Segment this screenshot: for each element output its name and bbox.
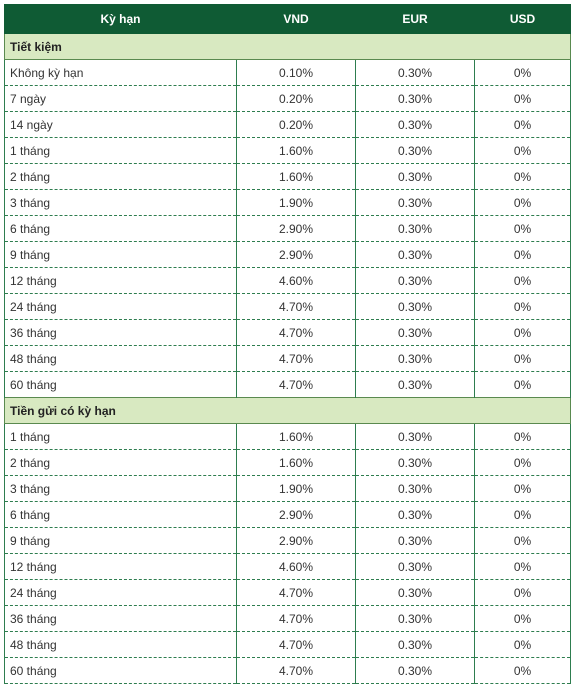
usd-rate-cell: 0% <box>475 372 571 398</box>
table-row <box>5 216 571 242</box>
usd-rate-cell: 0% <box>475 268 571 294</box>
vnd-rate-cell: 1.60% <box>237 138 356 164</box>
vnd-rate-cell: 4.70% <box>237 632 356 658</box>
term-cell: 24 tháng <box>5 580 237 606</box>
eur-rate-cell: 0.30% <box>356 242 475 268</box>
table-row <box>5 606 571 632</box>
term-cell: 48 tháng <box>5 632 237 658</box>
eur-rate-cell: 0.30% <box>356 190 475 216</box>
table-row <box>5 580 571 606</box>
term-cell: 6 tháng <box>5 502 237 528</box>
term-cell: Không kỳ hạn <box>5 60 237 86</box>
header-usd: USD <box>475 5 571 34</box>
eur-rate-cell: 0.30% <box>356 320 475 346</box>
section-title: Tiền gửi có kỳ hạn <box>5 398 571 424</box>
term-cell: 14 ngày <box>5 112 237 138</box>
vnd-rate-cell: 1.90% <box>237 190 356 216</box>
table-row <box>5 268 571 294</box>
usd-rate-cell: 0% <box>475 242 571 268</box>
eur-rate-cell: 0.30% <box>356 164 475 190</box>
vnd-rate-cell: 4.70% <box>237 580 356 606</box>
table-row <box>5 60 571 86</box>
term-cell: 2 tháng <box>5 450 237 476</box>
usd-rate-cell: 0% <box>475 450 571 476</box>
usd-rate-cell: 0% <box>475 580 571 606</box>
table-row <box>5 658 571 684</box>
interest-rate-table <box>4 4 571 684</box>
table-row <box>5 476 571 502</box>
term-cell: 7 ngày <box>5 86 237 112</box>
usd-rate-cell: 0% <box>475 632 571 658</box>
table-row <box>5 554 571 580</box>
usd-rate-cell: 0% <box>475 476 571 502</box>
table-row <box>5 632 571 658</box>
table-row <box>5 86 571 112</box>
usd-rate-cell: 0% <box>475 112 571 138</box>
term-cell: 9 tháng <box>5 242 237 268</box>
term-cell: 9 tháng <box>5 528 237 554</box>
vnd-rate-cell: 4.70% <box>237 606 356 632</box>
term-cell: 36 tháng <box>5 320 237 346</box>
table-row <box>5 450 571 476</box>
table-row <box>5 346 571 372</box>
table-row <box>5 320 571 346</box>
eur-rate-cell: 0.30% <box>356 528 475 554</box>
table-row <box>5 164 571 190</box>
term-cell: 36 tháng <box>5 606 237 632</box>
term-cell: 3 tháng <box>5 190 237 216</box>
vnd-rate-cell: 4.70% <box>237 372 356 398</box>
section-title: Tiết kiệm <box>5 34 571 60</box>
section-header-row <box>5 398 571 424</box>
term-cell: 60 tháng <box>5 658 237 684</box>
term-cell: 1 tháng <box>5 424 237 450</box>
vnd-rate-cell: 0.10% <box>237 60 356 86</box>
table-row <box>5 138 571 164</box>
table-row <box>5 242 571 268</box>
eur-rate-cell: 0.30% <box>356 112 475 138</box>
term-cell: 48 tháng <box>5 346 237 372</box>
table-row <box>5 502 571 528</box>
term-cell: 12 tháng <box>5 268 237 294</box>
table-row <box>5 424 571 450</box>
usd-rate-cell: 0% <box>475 294 571 320</box>
vnd-rate-cell: 2.90% <box>237 502 356 528</box>
usd-rate-cell: 0% <box>475 658 571 684</box>
term-cell: 60 tháng <box>5 372 237 398</box>
term-cell: 6 tháng <box>5 216 237 242</box>
eur-rate-cell: 0.30% <box>356 424 475 450</box>
vnd-rate-cell: 4.70% <box>237 320 356 346</box>
vnd-rate-cell: 2.90% <box>237 216 356 242</box>
usd-rate-cell: 0% <box>475 164 571 190</box>
usd-rate-cell: 0% <box>475 320 571 346</box>
usd-rate-cell: 0% <box>475 190 571 216</box>
eur-rate-cell: 0.30% <box>356 138 475 164</box>
rate-table-container <box>4 4 570 684</box>
usd-rate-cell: 0% <box>475 86 571 112</box>
usd-rate-cell: 0% <box>475 606 571 632</box>
vnd-rate-cell: 4.70% <box>237 346 356 372</box>
eur-rate-cell: 0.30% <box>356 476 475 502</box>
vnd-rate-cell: 4.70% <box>237 658 356 684</box>
eur-rate-cell: 0.30% <box>356 632 475 658</box>
vnd-rate-cell: 0.20% <box>237 112 356 138</box>
header-vnd: VND <box>237 5 356 34</box>
header-row <box>5 5 571 34</box>
table-row <box>5 372 571 398</box>
usd-rate-cell: 0% <box>475 138 571 164</box>
vnd-rate-cell: 4.60% <box>237 554 356 580</box>
eur-rate-cell: 0.30% <box>356 60 475 86</box>
eur-rate-cell: 0.30% <box>356 268 475 294</box>
eur-rate-cell: 0.30% <box>356 86 475 112</box>
eur-rate-cell: 0.30% <box>356 372 475 398</box>
table-row <box>5 294 571 320</box>
usd-rate-cell: 0% <box>475 554 571 580</box>
term-cell: 1 tháng <box>5 138 237 164</box>
table-row <box>5 190 571 216</box>
usd-rate-cell: 0% <box>475 346 571 372</box>
eur-rate-cell: 0.30% <box>356 658 475 684</box>
vnd-rate-cell: 4.70% <box>237 294 356 320</box>
eur-rate-cell: 0.30% <box>356 580 475 606</box>
section-header-row <box>5 34 571 60</box>
vnd-rate-cell: 4.60% <box>237 268 356 294</box>
vnd-rate-cell: 0.20% <box>237 86 356 112</box>
vnd-rate-cell: 1.90% <box>237 476 356 502</box>
eur-rate-cell: 0.30% <box>356 502 475 528</box>
header-eur: EUR <box>356 5 475 34</box>
usd-rate-cell: 0% <box>475 502 571 528</box>
vnd-rate-cell: 1.60% <box>237 450 356 476</box>
usd-rate-cell: 0% <box>475 424 571 450</box>
eur-rate-cell: 0.30% <box>356 346 475 372</box>
vnd-rate-cell: 1.60% <box>237 424 356 450</box>
term-cell: 3 tháng <box>5 476 237 502</box>
usd-rate-cell: 0% <box>475 216 571 242</box>
usd-rate-cell: 0% <box>475 60 571 86</box>
eur-rate-cell: 0.30% <box>356 606 475 632</box>
table-row <box>5 528 571 554</box>
table-row <box>5 112 571 138</box>
eur-rate-cell: 0.30% <box>356 554 475 580</box>
term-cell: 12 tháng <box>5 554 237 580</box>
term-cell: 2 tháng <box>5 164 237 190</box>
eur-rate-cell: 0.30% <box>356 294 475 320</box>
vnd-rate-cell: 2.90% <box>237 242 356 268</box>
term-cell: 24 tháng <box>5 294 237 320</box>
table-body <box>5 34 571 684</box>
vnd-rate-cell: 1.60% <box>237 164 356 190</box>
header-term: Kỳ hạn <box>5 5 237 34</box>
vnd-rate-cell: 2.90% <box>237 528 356 554</box>
eur-rate-cell: 0.30% <box>356 216 475 242</box>
table-header <box>5 5 571 34</box>
eur-rate-cell: 0.30% <box>356 450 475 476</box>
usd-rate-cell: 0% <box>475 528 571 554</box>
